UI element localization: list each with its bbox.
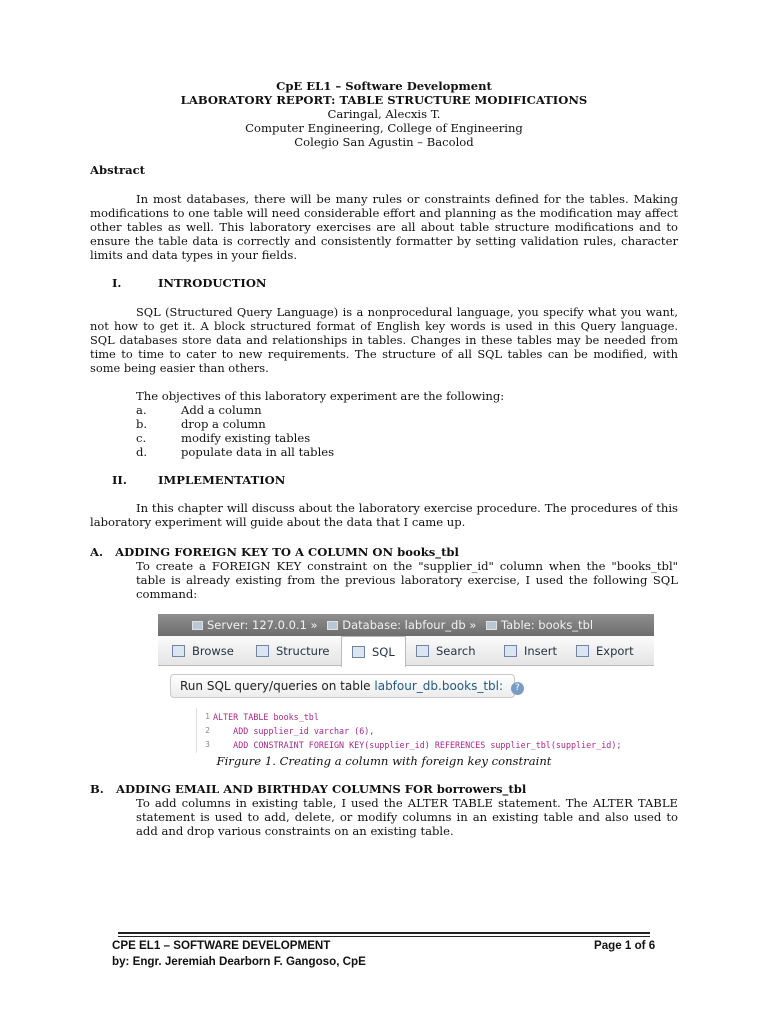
code-line: ALTER TABLE books_tbl xyxy=(213,712,319,722)
list-item xyxy=(136,417,536,431)
run-query-box xyxy=(170,674,520,698)
list-text: populate data in all tables xyxy=(181,445,335,459)
tab-browse[interactable] xyxy=(172,636,234,666)
list-item xyxy=(136,403,536,417)
page-number: Page 1 of 6 xyxy=(594,939,656,952)
list-letter: c. xyxy=(136,431,147,445)
introduction-text: SQL (Structured Query Language) is a nonprocedural language, you specify what you want, not how to get it. A block structured format of English key words is used in this Query language. SQL databases store data and relationships in tables. Changes in these tables may be needed from time to time to cater to new requirements. The structure of all SQL tables can be modified, with some being easier than others. xyxy=(90,305,678,375)
export-icon xyxy=(576,645,589,657)
breadcrumb xyxy=(158,614,654,636)
list-item xyxy=(136,445,536,459)
breadcrumb-table[interactable]: Table: books_tbl xyxy=(501,618,594,632)
run-table-name: labfour_db.books_tbl: xyxy=(374,679,504,693)
section-a-text: To create a FOREIGN KEY constraint on the "supplier_id" column when the "books_tbl" table is already existing from the previous laboratory exercise, I used the following SQL command: xyxy=(136,559,678,601)
department: Computer Engineering, College of Engineering xyxy=(245,121,523,135)
list-text: Add a column xyxy=(181,403,262,417)
list-letter: d. xyxy=(136,445,148,459)
figure-caption: Firgure 1. Creating a column with foreign key constraint xyxy=(216,754,552,768)
section-b-heading: B. ADDING EMAIL AND BIRTHDAY COLUMNS FOR borrowers_tbl xyxy=(90,782,527,796)
footer-author: by: Engr. Jeremiah Dearborn F. Gangoso, CpE xyxy=(112,955,366,968)
browse-icon xyxy=(172,645,185,657)
code-line: ADD CONSTRAINT FOREIGN KEY(supplier_id) REFERENCES supplier_tbl(supplier_id); xyxy=(213,740,622,750)
course-title: CpE EL1 – Software Development xyxy=(276,79,492,93)
tab-label: Structure xyxy=(276,644,330,658)
line-number: 1 xyxy=(205,712,210,721)
tab-export[interactable] xyxy=(576,636,634,666)
section-a-heading: A. ADDING FOREIGN KEY TO A COLUMN ON books_tbl xyxy=(90,545,459,559)
sql-code-editor[interactable] xyxy=(196,708,654,753)
section-2-number: II. xyxy=(112,473,127,487)
author-name: Caringal, Alecxis T. xyxy=(327,107,441,121)
breadcrumb-database[interactable]: Database: labfour_db » xyxy=(342,618,477,632)
tab-label: Export xyxy=(596,644,634,658)
table-icon xyxy=(486,621,497,630)
list-item xyxy=(136,431,536,445)
server-icon xyxy=(192,621,203,630)
tab-label: SQL xyxy=(372,645,395,659)
implementation-text: In this chapter will discuss about the laboratory exercise procedure. The procedures of this laboratory experiment will guide about the data that I came up. xyxy=(90,501,678,529)
section-b-text: To add columns in existing table, I used the ALTER TABLE statement. The ALTER TABLE statement is used to add, delete, or modify columns in an existing table and also used to add and drop various constraints on an existing table. xyxy=(136,796,678,838)
tab-search[interactable] xyxy=(416,636,476,666)
abstract-text: In most databases, there will be many rules or constraints defined for the tables. Making modifications to one table will need considerable effort and planning as the modification may affect other tables as well. This laboratory exercises are all about table structure modifications and to ensure the table data is correctly and consistently formatter by setting validation rules, character limits and data types in your fields. xyxy=(90,192,678,262)
footer-rule-thin xyxy=(118,936,650,937)
objectives-intro: The objectives of this laboratory experiment are the following: xyxy=(136,389,505,403)
phpmyadmin-screenshot xyxy=(158,614,654,753)
footer-course: CPE EL1 – SOFTWARE DEVELOPMENT xyxy=(112,939,331,952)
footer-rule xyxy=(118,932,650,934)
report-title: LABORATORY REPORT: TABLE STRUCTURE MODIFICATIONS xyxy=(180,93,588,107)
tab-sql[interactable] xyxy=(341,636,406,667)
code-line: ADD supplier_id varchar (6), xyxy=(213,726,375,736)
objectives-list xyxy=(136,403,536,459)
line-number: 3 xyxy=(205,740,210,749)
tab-insert[interactable] xyxy=(504,636,557,666)
implementation-heading: IMPLEMENTATION xyxy=(158,473,286,487)
run-label: Run SQL query/queries on table xyxy=(180,679,371,693)
structure-icon xyxy=(256,645,269,657)
list-letter: a. xyxy=(136,403,147,417)
tab-label: Insert xyxy=(524,644,557,658)
tab-label: Search xyxy=(436,644,476,658)
abstract-heading: Abstract xyxy=(90,163,146,177)
help-icon[interactable]: ? xyxy=(511,682,524,695)
list-letter: b. xyxy=(136,417,148,431)
report-header xyxy=(0,79,768,149)
list-text: modify existing tables xyxy=(181,431,311,445)
tab-structure[interactable] xyxy=(256,636,330,666)
sql-icon xyxy=(352,646,365,658)
line-number: 2 xyxy=(205,726,210,735)
section-1-number: I. xyxy=(112,276,122,290)
database-icon xyxy=(327,621,338,630)
institution: Colegio San Agustin – Bacolod xyxy=(294,135,474,149)
tab-label: Browse xyxy=(192,644,234,658)
tab-bar xyxy=(158,636,654,666)
list-text: drop a column xyxy=(181,417,266,431)
breadcrumb-server[interactable]: Server: 127.0.0.1 » xyxy=(207,618,318,632)
introduction-heading: INTRODUCTION xyxy=(158,276,267,290)
search-icon xyxy=(416,645,429,657)
insert-icon xyxy=(504,645,517,657)
